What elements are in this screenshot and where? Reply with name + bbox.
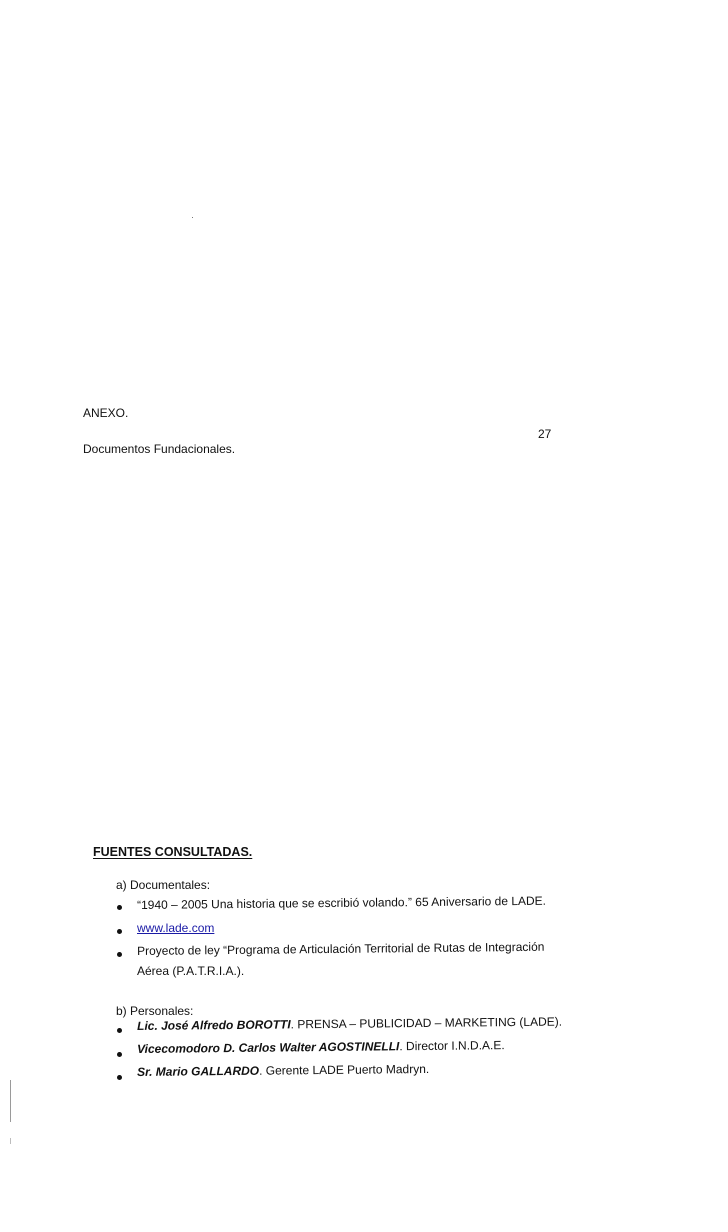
- bullet-icon: [117, 929, 122, 934]
- bullet-icon: [117, 905, 122, 910]
- personal-item-3: [137, 1062, 429, 1079]
- person-role: . PRENSA – PUBLICIDAD – MARKETING (LADE).: [290, 1014, 563, 1032]
- scan-edge-mark: [10, 1080, 11, 1122]
- personal-item-2: [137, 1038, 505, 1056]
- personales-heading: b) Personales:: [116, 1004, 194, 1018]
- personal-item-1: [137, 1015, 562, 1033]
- person-name: Sr. Mario GALLARDO: [137, 1063, 260, 1079]
- documentales-heading: a) Documentales:: [116, 878, 211, 892]
- documental-item-3-line1: Proyecto de ley “Programa de Articulación Territorial de Rutas de Integración: [137, 939, 545, 958]
- scan-edge-mark: [10, 1138, 11, 1144]
- page-number: 27: [538, 427, 552, 441]
- lade-website-link[interactable]: www.lade.com: [137, 921, 215, 935]
- person-role: . Director I.N.D.A.E.: [399, 1038, 505, 1054]
- documental-item-3-line2: Aérea (P.A.T.R.I.A.).: [137, 964, 245, 978]
- anexo-heading: ANEXO.: [83, 406, 129, 420]
- bullet-icon: [117, 1052, 122, 1057]
- bullet-icon: [117, 1075, 122, 1080]
- sources-title: FUENTES CONSULTADAS.: [93, 845, 253, 859]
- bullet-icon: [117, 1028, 122, 1033]
- documental-item-1: “1940 – 2005 Una historia que se escribió volando.” 65 Aniversario de LADE.: [137, 893, 547, 912]
- bullet-icon: [117, 952, 122, 957]
- person-role: . Gerente LADE Puerto Madryn.: [259, 1061, 430, 1078]
- person-name: Lic. José Alfredo BOROTTI: [137, 1017, 291, 1033]
- scan-speck: [192, 217, 193, 218]
- person-name: Vicecomodoro D. Carlos Walter AGOSTINELLI: [137, 1039, 400, 1056]
- documentos-fundacionales-label: Documentos Fundacionales.: [83, 442, 236, 456]
